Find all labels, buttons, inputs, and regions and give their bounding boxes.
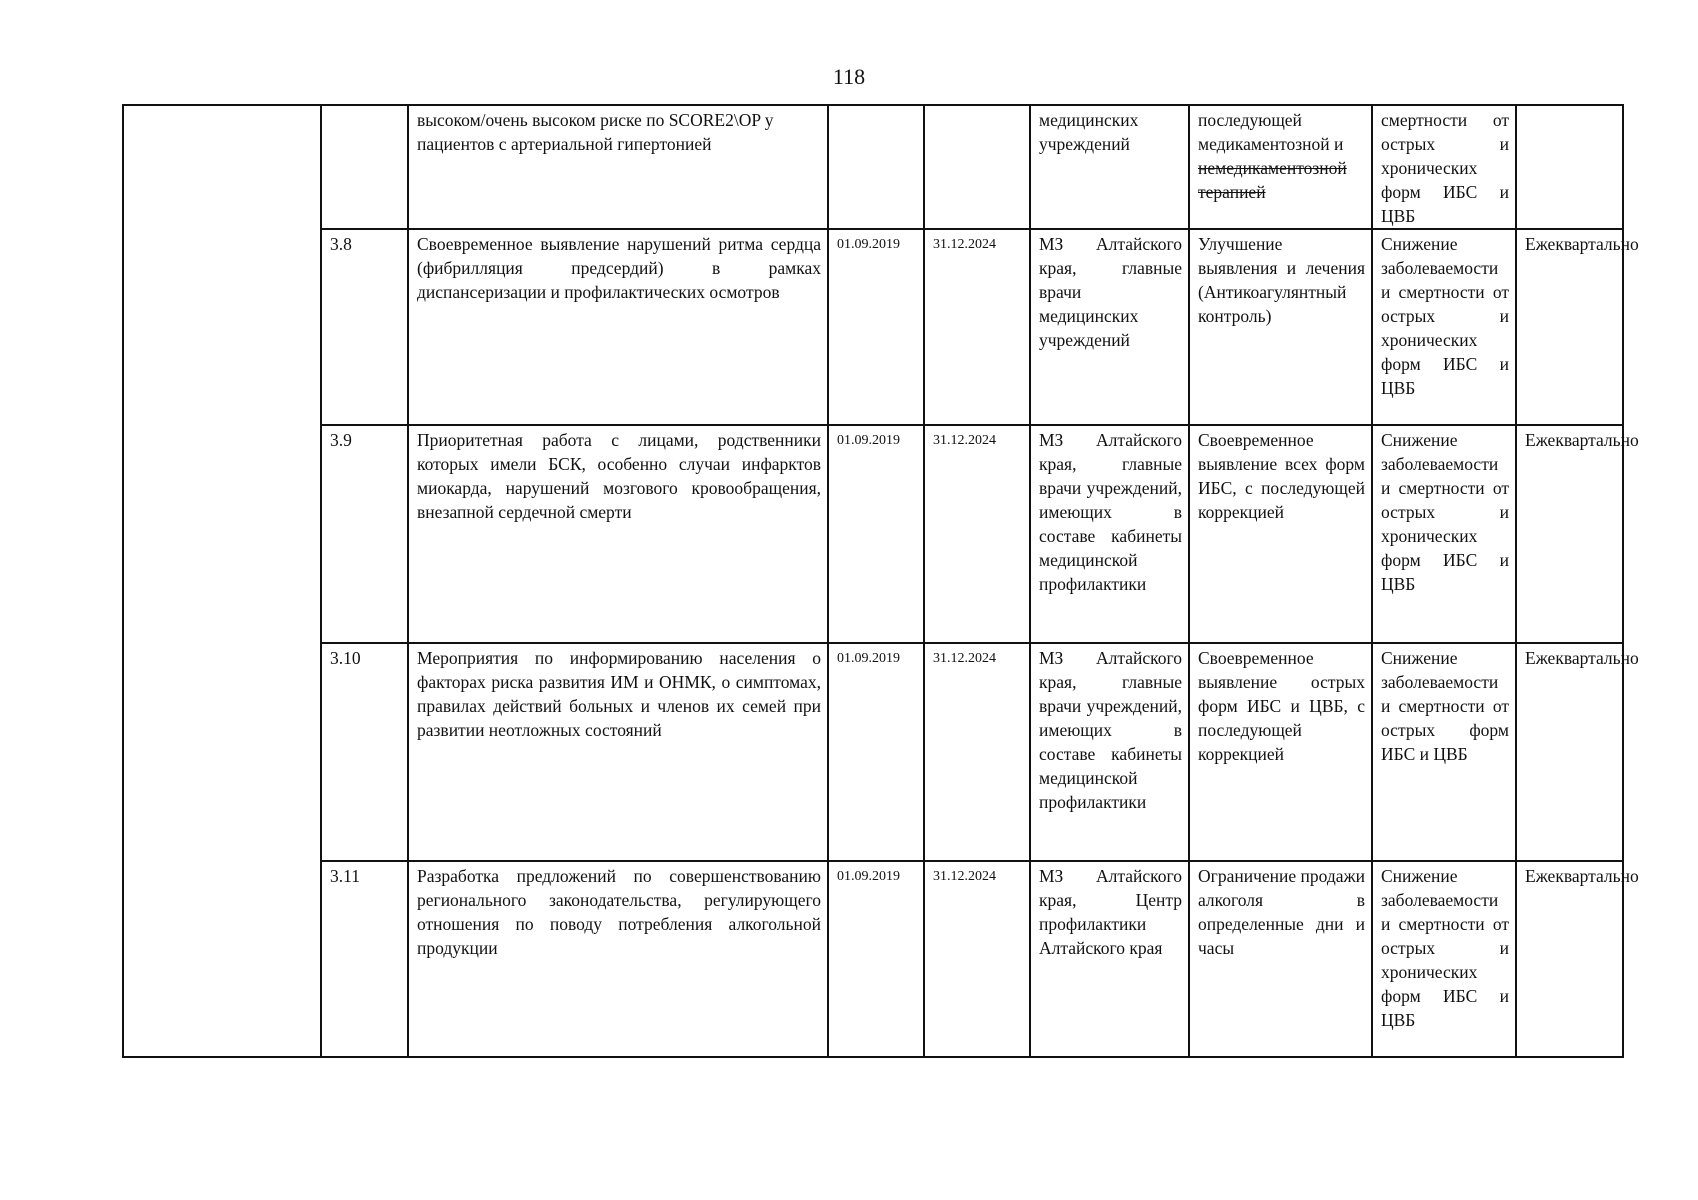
table-row [123,643,1623,861]
cell-result: Улучшение выявления и лечения (Антикоагулянтный контроль) [1189,229,1372,425]
cell-indicator: Снижение заболеваемости и смертности от острых и хронических форм ИБС и ЦВБ [1372,861,1516,1057]
cell-description: Своевременное выявление нарушений ритма сердца (фибрилляция предсердий) в рамках диспансеризации и профилактических осмотров [408,229,828,425]
cell-result: Своевременное выявление острых форм ИБС и ЦВБ, с последующей коррекцией [1189,643,1372,861]
cell-end-date: 31.12.2024 [924,861,1030,1057]
table-row [123,861,1623,1057]
cell-num: 3.10 [321,643,408,861]
cell-num [321,105,408,229]
blank-left-cell [123,105,321,1057]
cell-description: Приоритетная работа с лицами, родственники которых имели БСК, особенно случаи инфарктов миокарда, нарушений мозгового кровообращения, внезапной сердечной смерти [408,425,828,643]
cell-executors: МЗ Алтайского края, главные врачи учреждений, имеющих в составе кабинеты медицинской профилактики [1030,643,1189,861]
cell-end-date: 31.12.2024 [924,425,1030,643]
cell-end-date: 31.12.2024 [924,643,1030,861]
result-line-struck: немедикаментозной терапией [1198,158,1347,202]
cell-executors: медицинских учреждений [1030,105,1189,229]
cell-period: Ежеквартально [1516,861,1623,1057]
cell-indicator: Снижение заболеваемости и смертности от острых и хронических форм ИБС и ЦВБ [1372,425,1516,643]
table-row-continuation [123,105,1623,229]
cell-start-date: 01.09.2019 [828,229,924,425]
cell-period: Ежеквартально [1516,643,1623,861]
cell-description: Мероприятия по информированию населения о факторах риска развития ИМ и ОНМК, о симптомах, правилах действий больных и членов их семей при развитии неотложных состояний [408,643,828,861]
cell-result: Ограничение продажи алкоголя в определенные дни и часы [1189,861,1372,1057]
cell-period: Ежеквартально [1516,425,1623,643]
cell-executors: МЗ Алтайского края, главные врачи учреждений, имеющих в составе кабинеты медицинской профилактики [1030,425,1189,643]
cell-num: 3.11 [321,861,408,1057]
cell-indicator: Снижение заболеваемости и смертности от острых и хронических форм ИБС и ЦВБ [1372,229,1516,425]
page-number: 118 [832,64,866,89]
result-line: последующей медикаментозной и [1198,110,1344,154]
cell-start-date: 01.09.2019 [828,425,924,643]
cell-period: Ежеквартально [1516,229,1623,425]
cell-description: Разработка предложений по совершенствованию регионального законодательства, регулирующего отношения по поводу потребления алкогольной продукции [408,861,828,1057]
cell-start-date: 01.09.2019 [828,643,924,861]
cell-end-date [924,105,1030,229]
cell-executors: МЗ Алтайского края, Центр профилактики Алтайского края [1030,861,1189,1057]
cell-executors: МЗ Алтайского края, главные врачи медицинских учреждений [1030,229,1189,425]
cell-end-date: 31.12.2024 [924,229,1030,425]
table-row [123,425,1623,643]
cell-num: 3.8 [321,229,408,425]
cell-description: высоком/очень высоком риске по SCORE2\OP у пациентов с артериальной гипертонией [408,105,828,229]
cell-result: Своевременное выявление всех форм ИБС, с последующей коррекцией [1189,425,1372,643]
cell-start-date [828,105,924,229]
table-row [123,229,1623,425]
measures-table [122,104,1639,1058]
cell-num: 3.9 [321,425,408,643]
cell-start-date: 01.09.2019 [828,861,924,1057]
cell-result [1189,105,1372,229]
cell-period [1516,105,1623,229]
cell-indicator: Снижение заболеваемости и смертности от острых форм ИБС и ЦВБ [1372,643,1516,861]
cell-indicator: смертности от острых и хронических форм ИБС и ЦВБ [1372,105,1516,229]
